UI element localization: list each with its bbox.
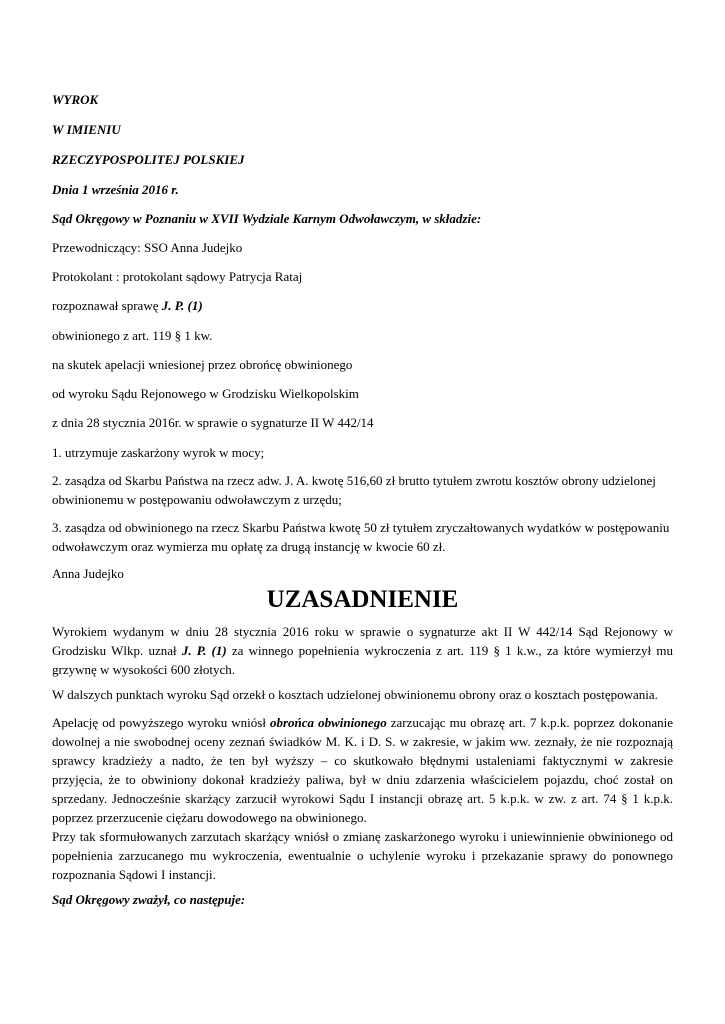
judgment-date: Dnia 1 września 2016 r. [52,182,179,197]
appealed-judgment: od wyroku Sądu Rejonowego w Grodzisku Wielkopolskim [52,386,359,401]
case-considered [52,296,673,315]
p1-text-a: Wyrokiem wydanym w dniu 28 stycznia 2016 roku w sprawie o sygnaturze akt II W 442/14 Sąd Rejonowy w Grodzisku Wlkp. uznał [52,624,673,658]
heading-rzeczypospolitej: RZECZYPOSPOLITEJ POLSKIEJ [52,152,245,167]
justification-paragraph: Przy tak sformułowanych zarzutach skarżący wniósł o zmianę zaskarżonego wyroku i uniewinnienie obwinionego od popełnienia zarzucanego mu wykroczenia, ewentualnie o uchylenie wyroku i przekazanie sprawy do ponownego rozpoznania Sądowi I instancji. [52,829,673,882]
heading-wyrok: WYROK [52,92,99,107]
ruling-item: 2. zasądza od Skarbu Państwa na rzecz adw. J. A. kwotę 516,60 zł brutto tytułem zwrotu kosztów obrony udzielonej obwinionemu w postępowaniu odwoławczym z urzędu; [52,473,656,507]
ruling-item: 1. utrzymuje zaskarżony wyrok w mocy; [52,445,265,460]
court-clerk: Protokolant : protokolant sądowy Patrycja Rataj [52,269,303,284]
heading-w-imieniu: W IMIENIU [52,122,121,137]
defendant-name: J. P. (1) [161,298,203,313]
p1-defendant-name: J. P. (1) [181,643,227,658]
ruling-item: 3. zasądza od obwinionego na rzecz Skarbu Państwa kwotę 50 zł tytułem zryczałtowanych wydatków w postępowaniu odwoławczym oraz wymierza mu opłatę za drugą instancję w kwocie 60 zł. [52,520,670,554]
court-considered-heading: Sąd Okręgowy zważył, co następuje: [52,892,246,907]
appeal-basis: na skutek apelacji wniesionej przez obrońcę obwinionego [52,357,353,372]
p1-text-b: za winnego popełnienia wykroczenia z art. 119 § 1 k.w., za które wymierzył mu grzywnę w wysokości 600 złotych. [52,643,673,677]
justification-paragraph [52,713,673,827]
charge: obwinionego z art. 119 § 1 kw. [52,328,213,343]
court-composition-heading: Sąd Okręgowy w Poznaniu w XVII Wydziale Karnym Odwoławczym, w składzie: [52,211,482,226]
case-considered-prefix: rozpoznawał sprawę [52,298,162,313]
justification-paragraph: W dalszych punktach wyroku Sąd orzekł o kosztach udzielonej obwinionemu obrony oraz o kosztach postępowania. [52,687,658,702]
justification-title: UZASADNIENIE [266,586,459,613]
p3-text-b: zarzucając mu obrazę art. 7 k.p.k. poprzez dokonanie dowolnej a nie swobodnej oceny zeznań świadków M. K. i D. S. w zakresie, w jakim ww. zeznały, że nie rozpoznają sprawcy kradzieży a nadto, że ten był wyższy – co skutkowało błędnymi ustaleniami faktycznymi w zakresie przyjęcia, że to obwiniony dokonał kradzieży paliwa, był w dniu zdarzenia właścicielem pojazdu, choć został on sprzedany. Jednocześnie skarżący zarzucił wyrokowi Sądu I instancji obrazę art. 5 k.p.k. w zw. z art. 74 § 1 k.p.k. poprzez przerzucenie ciężaru dowodowego na obwinionego. [52,715,674,825]
p3-appellant: obrońca obwinionego [269,715,387,730]
judge-signature: Anna Judejko [52,566,124,581]
justification-paragraph [52,622,673,679]
chairperson: Przewodniczący: SSO Anna Judejko [52,240,243,255]
case-signature: z dnia 28 stycznia 2016r. w sprawie o sygnaturze II W 442/14 [52,415,374,430]
p3-text-a: Apelację od powyższego wyroku wniósł [52,715,270,730]
